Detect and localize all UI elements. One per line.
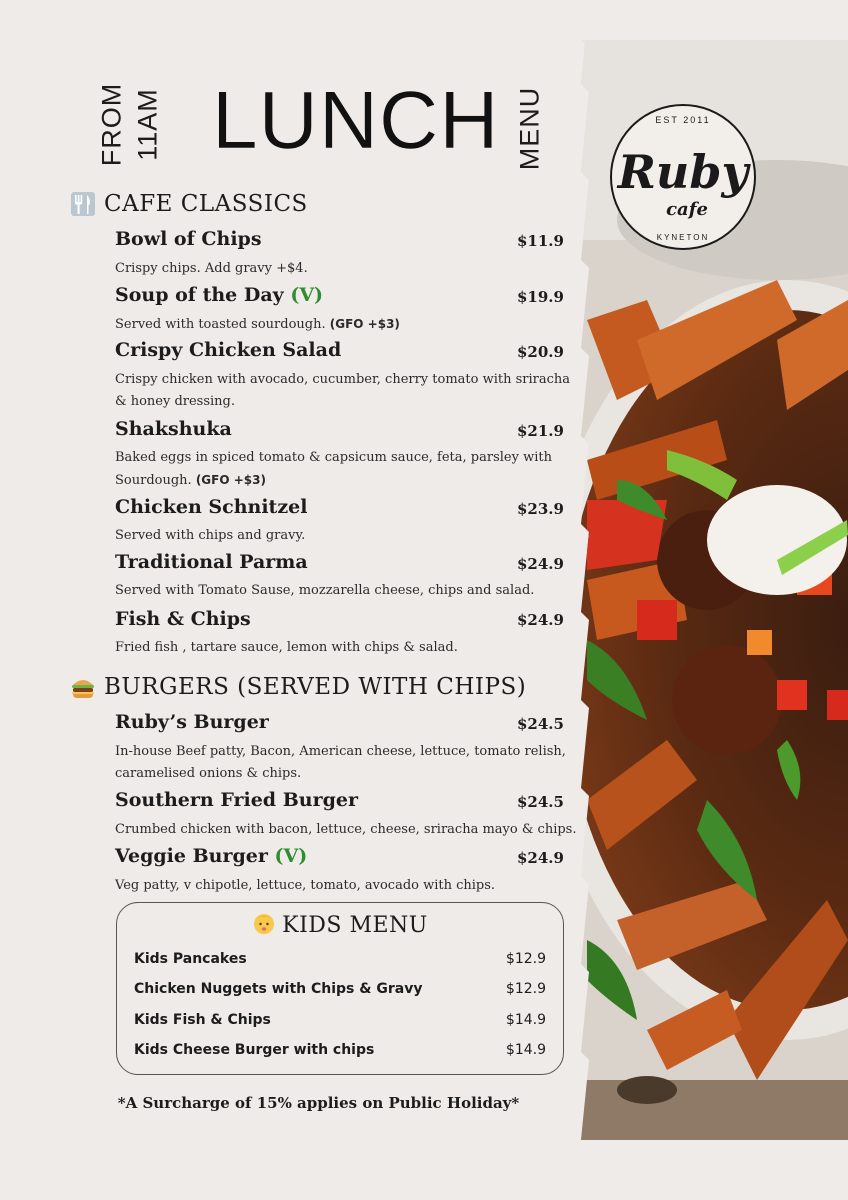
menu-item-description: In-house Beef patty, Bacon, American cheese, lettuce, tomato relish, caramelised onions & chips. bbox=[115, 744, 566, 781]
menu-item-name: Traditional Parma bbox=[115, 551, 308, 573]
section-burgers-title bbox=[70, 674, 526, 700]
menu-item-description: Crispy chicken with avocado, cucumber, cherry tomato with sriracha & honey dressing. bbox=[115, 372, 571, 409]
section-title: CAFE CLASSICS bbox=[104, 191, 308, 217]
kids-item bbox=[134, 1012, 546, 1028]
food-photo bbox=[527, 40, 848, 1140]
menu-item-price: $24.5 bbox=[517, 793, 564, 811]
menu-item-description: Veg patty, v chipotle, lettuce, tomato, avocado with chips. bbox=[115, 878, 496, 893]
menu-item-name: Chicken Schnitzel bbox=[115, 496, 308, 518]
logo-town: KYNETON bbox=[656, 233, 710, 242]
page-title: LUNCH bbox=[212, 75, 500, 166]
menu-item-price: $24.9 bbox=[517, 611, 564, 629]
menu-item-name: Veggie Burger (V) bbox=[115, 845, 308, 867]
logo-sub: cafe bbox=[666, 199, 708, 220]
menu-item-name: Ruby’s Burger bbox=[115, 711, 269, 733]
menu-item-price: $19.9 bbox=[517, 288, 564, 306]
kids-menu-box bbox=[116, 902, 564, 1075]
gfo-note: (GFO +$3) bbox=[329, 317, 400, 331]
section-title: BURGERS (SERVED WITH CHIPS) bbox=[104, 674, 527, 700]
kids-item-name: Kids Cheese Burger with chips bbox=[134, 1042, 375, 1058]
time-label: 11AM bbox=[132, 88, 163, 161]
menu-item-description: Fried fish , tartare sauce, lemon with chips & salad. bbox=[115, 640, 458, 655]
menu-item-price: $24.5 bbox=[517, 715, 564, 733]
kids-item bbox=[134, 1042, 546, 1058]
menu-item-description: Crispy chips. Add gravy +$4. bbox=[115, 261, 308, 276]
menu-item-price: $20.9 bbox=[517, 343, 564, 361]
kids-item-price: $14.9 bbox=[505, 1042, 546, 1058]
kids-item bbox=[134, 951, 546, 967]
menu-item-description: Served with chips and gravy. bbox=[115, 528, 306, 543]
menu-item-price: $11.9 bbox=[517, 232, 564, 250]
from-label: FROM bbox=[96, 82, 127, 167]
menu-item-price: $24.9 bbox=[517, 555, 564, 573]
menu-item-name: Southern Fried Burger bbox=[115, 789, 358, 811]
menu-label: MENU bbox=[514, 86, 545, 171]
kids-item-price: $12.9 bbox=[505, 951, 546, 967]
menu-item-name: Crispy Chicken Salad bbox=[115, 339, 342, 361]
kids-item-name: Kids Pancakes bbox=[134, 951, 247, 967]
surcharge-note: *A Surcharge of 15% applies on Public Holiday* bbox=[117, 1094, 520, 1112]
menu-item-price: $24.9 bbox=[517, 849, 564, 867]
vegetarian-tag: (V) bbox=[274, 845, 308, 867]
menu-item-description: Crumbed chicken with bacon, lettuce, cheese, sriracha mayo & chips. bbox=[115, 822, 577, 837]
kids-item-price: $12.9 bbox=[505, 981, 546, 997]
baby-icon bbox=[252, 911, 276, 935]
menu-item-description: Served with toasted sourdough. (GFO +$3) bbox=[115, 317, 400, 332]
section-cafe-classics-title bbox=[70, 191, 308, 217]
menu-item-name: Shakshuka bbox=[115, 418, 232, 440]
kids-menu-title: KIDS MENU bbox=[117, 911, 563, 938]
gfo-note: (GFO +$3) bbox=[195, 473, 266, 487]
kids-item-name: Chicken Nuggets with Chips & Gravy bbox=[134, 981, 423, 997]
menu-item-price: $23.9 bbox=[517, 500, 564, 518]
menu-item-price: $21.9 bbox=[517, 422, 564, 440]
menu-item-name: Soup of the Day (V) bbox=[115, 284, 324, 306]
kids-item-name: Kids Fish & Chips bbox=[134, 1012, 271, 1028]
kids-item-price: $14.9 bbox=[505, 1012, 546, 1028]
menu-item-name: Fish & Chips bbox=[115, 608, 251, 630]
fork-knife-icon bbox=[70, 191, 96, 217]
logo-est: EST 2011 bbox=[655, 115, 711, 125]
menu-item-description: Served with Tomato Sause, mozzarella cheese, chips and salad. bbox=[115, 583, 535, 598]
kids-item bbox=[134, 981, 546, 997]
ruby-cafe-logo bbox=[611, 105, 755, 249]
burger-icon bbox=[70, 674, 96, 700]
menu-item-description: Baked eggs in spiced tomato & capsicum sauce, feta, parsley with Sourdough. (GFO +$3) bbox=[115, 450, 552, 488]
logo-name: Ruby bbox=[617, 145, 749, 199]
vegetarian-tag: (V) bbox=[290, 284, 324, 306]
menu-item-name: Bowl of Chips bbox=[115, 228, 262, 250]
